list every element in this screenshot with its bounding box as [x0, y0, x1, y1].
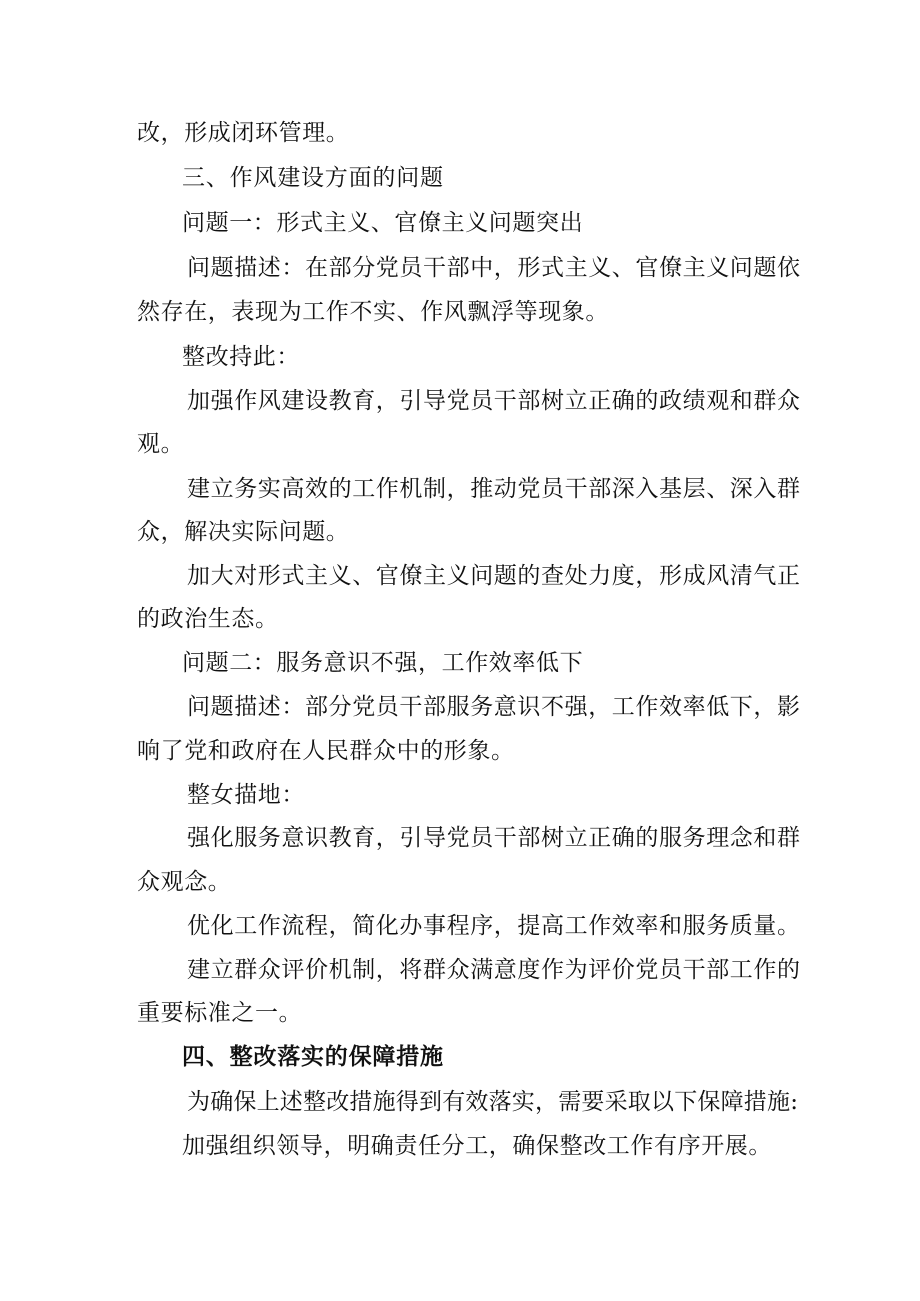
section-heading-4: 四、整改落实的保障措施 [182, 1044, 444, 1070]
issue-2-measures-label: 整女描地： [187, 782, 305, 808]
issue-2-measure-1-line-1: 强化服务意识教育，引导党员干部树立正确的服务理念和群 [187, 825, 801, 851]
issue-1-measure-3-line-1: 加大对形式主义、官僚主义问题的查处力度，形成风清气正 [187, 563, 801, 589]
issue-2-measure-3-line-2: 重要标准之一。 [137, 1000, 303, 1026]
issue-1-title: 问题一：形式主义、官僚主义问题突出 [182, 210, 584, 236]
safeguard-intro: 为确保上述整改措施得到有效落实，需要采取以下保障措施: [187, 1089, 799, 1115]
issue-1-measure-3-line-2: 的政治生态。 [137, 606, 279, 632]
issue-2-measure-2: 优化工作流程，简化办事程序，提高工作效率和服务质量。 [187, 913, 801, 939]
issue-1-measure-1-line-1: 加强作风建设教育，引导党员干部树立正确的政绩观和群众 [187, 388, 801, 414]
issue-2-description-line-1: 问题描述：部分党员干部服务意识不强，工作效率低下，影 [187, 694, 801, 720]
issue-2-description-line-2: 响了党和政府在人民群众中的形象。 [137, 738, 515, 764]
safeguard-1: 加强组织领导，明确责任分工，确保整改工作有序开展。 [182, 1133, 772, 1159]
issue-2-title: 问题二：服务意识不强，工作效率低下 [182, 650, 584, 676]
issue-2-measure-1-line-2: 众观念。 [137, 869, 232, 895]
issue-1-measure-2-line-1: 建立务实高效的工作机制，推动党员干部深入基层、深入群 [187, 476, 801, 502]
paragraph-continuation: 改，形成闭环管理。 [137, 120, 350, 146]
issue-1-measure-2-line-2: 众，解决实际问题。 [137, 519, 350, 545]
issue-1-measure-1-line-2: 观。 [137, 431, 185, 457]
issue-1-measures-label: 整改持此： [182, 344, 300, 370]
issue-1-description-line-1: 问题描述：在部分党员干部中，形式主义、官僚主义问题依 [187, 255, 801, 281]
issue-1-description-line-2: 然存在，表现为工作不实、作风飘浮等现象。 [137, 299, 609, 325]
section-heading-3: 三、作风建设方面的问题 [182, 165, 444, 191]
issue-2-measure-3-line-1: 建立群众评价机制，将群众满意度作为评价党员干部工作的 [187, 957, 801, 983]
